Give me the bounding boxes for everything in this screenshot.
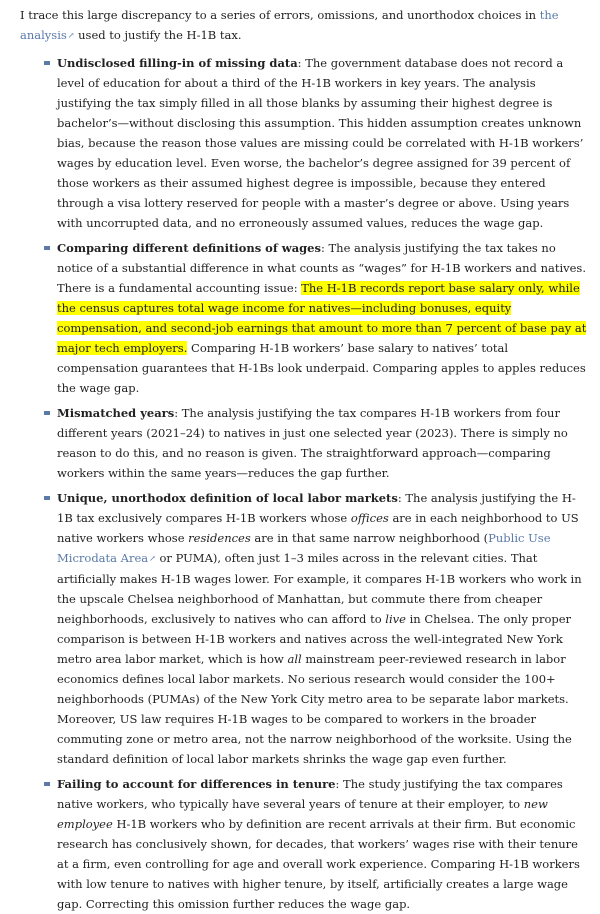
error-list	[20, 53, 590, 914]
list-item	[20, 403, 590, 483]
puma-link-label[interactable]: Public Use Microdata Area	[57, 531, 551, 565]
item-title: Undisclosed filling-in of missing data	[57, 56, 298, 70]
list-item	[20, 53, 590, 233]
item-text: : The analysis justifying the H-1B tax exclusively compares H-1B workers whose	[57, 491, 576, 525]
item-text: are in each neighborhood to US native workers whose	[57, 511, 579, 545]
bullet-icon	[44, 411, 50, 415]
bullet-icon	[44, 496, 50, 500]
item-title: Unique, unorthodox definition of local labor markets	[57, 491, 398, 505]
item-text: H-1B workers who by definition are recent arrivals at their firm. But economic research has conclusively shown, for decades, that workers’ wages rise with their tenure at a firm, even controlling for age and overall work experience. Comparing H-1B workers with low tenure to natives with higher tenure, by itself, artificially creates a large wage gap. Correcting this omission further reduces the wage gap.	[57, 817, 580, 911]
item-text: : The analysis justifying the tax takes no notice of a substantial difference in what counts as “wages” for H-1B workers and natives. There is a fundamental accounting issue:	[57, 241, 586, 295]
item-title: Failing to account for differences in tenure	[57, 777, 336, 791]
item-text-post: Comparing H-1B workers’ base salary to natives’ total compensation guarantees that H-1Bs look underpaid. Comparing apples to apples reduces the wage gap.	[57, 341, 586, 395]
bullet-icon	[44, 782, 50, 786]
intro-paragraph	[20, 5, 590, 46]
emphasis-all: all	[287, 652, 302, 666]
list-item	[20, 774, 590, 914]
emphasis-residences: residences	[188, 531, 251, 545]
item-text: : The analysis justifying the tax compares H-1B workers from four different years (2021–24) to natives in just one selected year (2023). There is simply no reason to do this, and no reason is given. The straightforward approach—comparing workers within the same years—reduces the gap further.	[57, 406, 568, 480]
list-item	[20, 488, 590, 769]
external-link-icon: ↗	[67, 31, 75, 40]
list-item	[20, 238, 590, 398]
bullet-icon	[44, 61, 50, 65]
emphasis-live: live	[385, 612, 406, 626]
item-text: in Chelsea. The only proper comparison is between H-1B workers and natives across the well-integrated New York metro area labor market, which is how	[57, 612, 572, 666]
intro-text-pre: I trace this large discrepancy to a series of errors, omissions, and unorthodox choices in	[20, 8, 540, 22]
analysis-link-label[interactable]: the analysis	[20, 8, 559, 42]
bullet-icon	[44, 246, 50, 250]
item-title: Mismatched years	[57, 406, 175, 420]
item-text: : The study justifying the tax compares native workers, who typically have several years of tenure at their employer, to	[57, 777, 563, 811]
emphasis-offices: offices	[350, 511, 389, 525]
item-text: are in that same narrow neighborhood (	[250, 531, 489, 545]
item-text: or PUMA), often just 1–3 miles across in the relevant cities. That artificially makes H-1B wages lower. For example, it compares H-1B workers who work in the upscale Chelsea neighborhood of Manhattan, but commute there from cheaper neighborhoods, exclusively to natives who can afford to	[57, 551, 582, 626]
intro-text-post: used to justify the H-1B tax.	[74, 28, 242, 42]
item-text: : The government database does not record a level of education for about a third of the H-1B workers in key years. The analysis justifying the tax simply filled in all those blanks by assuming their highest degree is bachelor’s—without disclosing this assumption. This hidden assumption creates unknown bias, because the reason those values are missing could be correlated with H-1B workers’ wages by education level. Even worse, the bachelor’s degree assigned for 39 percent of those workers as their assumed highest degree is impossible, because they entered through a visa lottery reserved for people with a master’s degree or above. Using years with uncorrupted data, and no erroneously assumed values, reduces the wage gap.	[57, 56, 584, 230]
highlighted-text: The H-1B records report base salary only, while the census captures total wage income for natives—including bonuses, equity compensation, and second-job earnings that amount to more than 7 percent of base pay at major tech employers.	[57, 281, 587, 355]
external-link-icon: ↗	[149, 554, 156, 563]
item-text: mainstream peer-reviewed research in labor economics defines local labor markets. No serious research would consider the 100+ neighborhoods (PUMAs) of the New York City metro area to be separate labor markets. Moreover, US law requires H-1B wages to be compared to workers in the broader commuting zone or metro area, not the narrow neighborhood of the worksite. Using the standard definition of local labor markets shrinks the wage gap even further.	[57, 652, 572, 766]
item-title: Comparing different definitions of wages	[57, 241, 321, 255]
emphasis-new-employee: new employee	[57, 797, 548, 831]
